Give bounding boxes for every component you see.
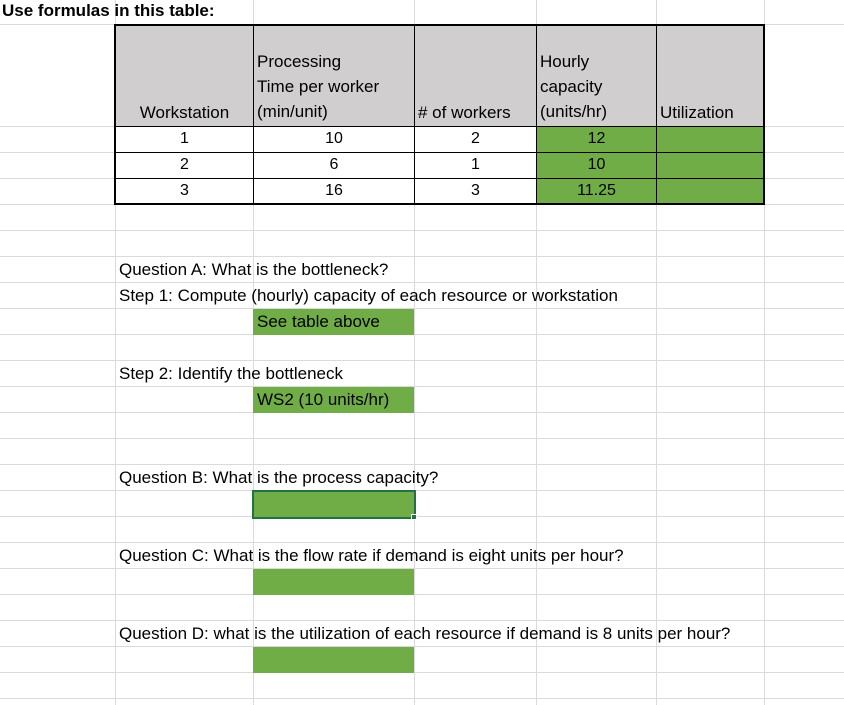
question-a-title: Question A: What is the bottleneck? — [119, 260, 389, 279]
fill-handle[interactable] — [411, 514, 417, 520]
cell-utilization-1[interactable] — [656, 126, 764, 152]
header-utilization-line-1: Utilization — [660, 103, 734, 122]
question-a-step2: Step 2: Identify the bottleneck — [119, 364, 343, 383]
cell-capacity-1[interactable]: 12 — [536, 126, 656, 152]
header-hourly-capacity[interactable] — [536, 25, 656, 126]
header-processing-line-1: Processing — [257, 52, 342, 71]
header-workstation[interactable] — [116, 25, 253, 126]
table-border-left — [114, 24, 116, 205]
table-border-top — [114, 24, 765, 26]
question-a-step2-answer[interactable]: WS2 (10 units/hr) — [253, 387, 414, 413]
cell-utilization-2[interactable] — [656, 152, 764, 178]
cell-ws-3[interactable]: 3 — [116, 178, 253, 204]
header-utilization[interactable] — [656, 25, 764, 126]
question-d-title: Question D: what is the utilization of each resource if demand is 8 units per hour? — [119, 624, 731, 643]
question-b-title: Question B: What is the process capacity? — [119, 468, 439, 487]
question-b-answer[interactable] — [253, 491, 415, 518]
question-a-step1: Step 1: Compute (hourly) capacity of each resource or workstation — [119, 286, 618, 305]
header-capacity-line-2: capacity — [540, 77, 603, 96]
header-workstation-line-1: Workstation — [139, 103, 230, 122]
cell-processing-3[interactable]: 16 — [253, 178, 414, 204]
cell-processing-2[interactable]: 6 — [253, 152, 414, 178]
header-capacity-line-1: Hourly — [540, 52, 590, 71]
question-c-title: Question C: What is the flow rate if demand is eight units per hour? — [119, 546, 624, 565]
table-border-bottom — [114, 203, 765, 205]
question-d-answer[interactable] — [253, 647, 414, 673]
question-a-step1-answer[interactable]: See table above — [253, 309, 414, 335]
cell-ws-1[interactable]: 1 — [116, 126, 253, 152]
header-capacity-line-3: (units/hr) — [540, 102, 608, 121]
header-processing-line-2: Time per worker — [257, 77, 380, 96]
cell-workers-3[interactable]: 3 — [414, 178, 536, 204]
cell-processing-1[interactable]: 10 — [253, 126, 414, 152]
sheet-title: Use formulas in this table: — [2, 1, 215, 20]
header-processing-time[interactable] — [253, 25, 414, 126]
cell-workers-1[interactable]: 2 — [414, 126, 536, 152]
cell-workers-2[interactable]: 1 — [414, 152, 536, 178]
header-processing-line-3: (min/unit) — [257, 102, 328, 121]
table-border-right — [763, 24, 765, 205]
question-c-answer[interactable] — [253, 569, 414, 595]
cell-utilization-3[interactable] — [656, 178, 764, 204]
header-workers[interactable] — [414, 25, 536, 126]
cell-capacity-2[interactable]: 10 — [536, 152, 656, 178]
header-workers-line-1: # of workers — [418, 103, 511, 122]
cell-ws-2[interactable]: 2 — [116, 152, 253, 178]
cell-capacity-3[interactable]: 11.25 — [536, 178, 656, 204]
